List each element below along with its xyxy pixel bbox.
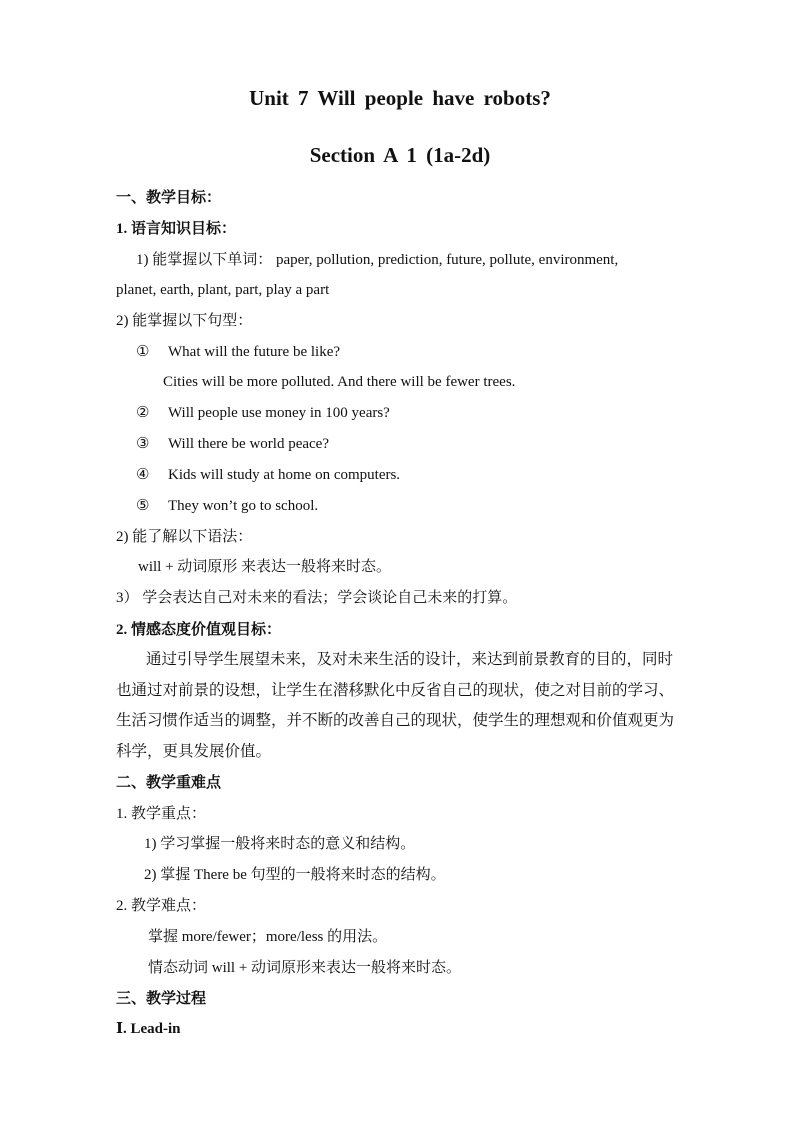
sentence-item xyxy=(136,496,318,516)
key-difficult-points-heading: 二、教学重难点 xyxy=(116,775,222,791)
difficult-point-item: 情态动词 will + 动词原形来表达一般将来时态。 xyxy=(148,960,462,976)
paragraph-line: 科学，更具发展价值。 xyxy=(116,743,272,760)
paragraph-line: 生活习惯作适当的调整，并不断的改善自己的现状，使学生的理想观和价值观更为 xyxy=(116,712,675,729)
grammar-text: will + 动词原形 来表达一般将来时态。 xyxy=(138,559,392,575)
key-points-heading: 1. 教学重点： xyxy=(116,806,207,822)
difficult-points-heading: 2. 教学难点： xyxy=(116,898,207,914)
sentence-item xyxy=(163,372,515,392)
teaching-process-heading: 三、教学过程 xyxy=(116,991,207,1007)
key-point-item: 1) 学习掌握一般将来时态的意义和结构。 xyxy=(144,836,416,852)
paragraph-line: 通过引导学生展望未来，及对未来生活的设计，来达到前景教育的目的，同时 xyxy=(146,651,674,668)
sentence-marker: ② xyxy=(136,405,150,421)
sentence-text: What will the future be like? xyxy=(168,344,341,360)
grammar-heading: 2) 能了解以下语法： xyxy=(116,529,253,545)
sentence-item xyxy=(136,403,390,423)
sentence-text: Kids will study at home on computers. xyxy=(168,467,401,483)
paragraph-line: 也通过对前景的设想，让学生在潜移默化中反省自己的现状，使之对目前的学习、 xyxy=(116,682,675,699)
sentence-marker: ① xyxy=(136,344,150,360)
document-title: Unit 7 Will people have robots? xyxy=(249,86,551,110)
sentence-patterns-heading: 2) 能掌握以下句型： xyxy=(116,313,253,329)
section-subtitle: Section A 1 (1a-2d) xyxy=(309,143,491,167)
sentence-text: Cities will be more polluted. And there will be fewer trees. xyxy=(163,374,516,390)
sentence-marker: ⑤ xyxy=(136,498,150,514)
sentence-text: Will people use money in 100 years? xyxy=(168,405,390,421)
sentence-text: They won’t go to school. xyxy=(168,498,319,514)
sentence-text: Will there be world peace? xyxy=(168,436,329,452)
difficult-point-item: 掌握 more/fewer；more/less 的用法。 xyxy=(148,929,388,945)
objectives-heading-text: 一、教学目标： xyxy=(116,190,222,206)
sentence-marker: ③ xyxy=(136,436,150,452)
sentence-item xyxy=(136,434,329,454)
sentence-marker: ④ xyxy=(136,467,150,483)
vocab-line-1: 1) 能掌握以下单词： paper, pollution, prediction, future, pollute, environment, xyxy=(136,252,619,268)
key-point-item: 2) 掌握 There be 句型的一般将来时态的结构。 xyxy=(144,867,446,883)
objectives-heading xyxy=(116,188,221,208)
affective-objectives-heading: 2. 情感态度价值观目标： xyxy=(116,622,282,638)
vocab-line-2: planet, earth, plant, part, play a part xyxy=(116,282,330,298)
sentence-item xyxy=(136,342,340,362)
lead-in-heading: Ⅰ. Lead-in xyxy=(116,1021,181,1037)
sentence-item xyxy=(136,465,400,485)
language-objectives-heading: 1. 语言知识目标： xyxy=(116,221,237,237)
objective-item-3: 3） 学会表达自己对未来的看法；学会谈论自己未来的打算。 xyxy=(116,590,518,606)
